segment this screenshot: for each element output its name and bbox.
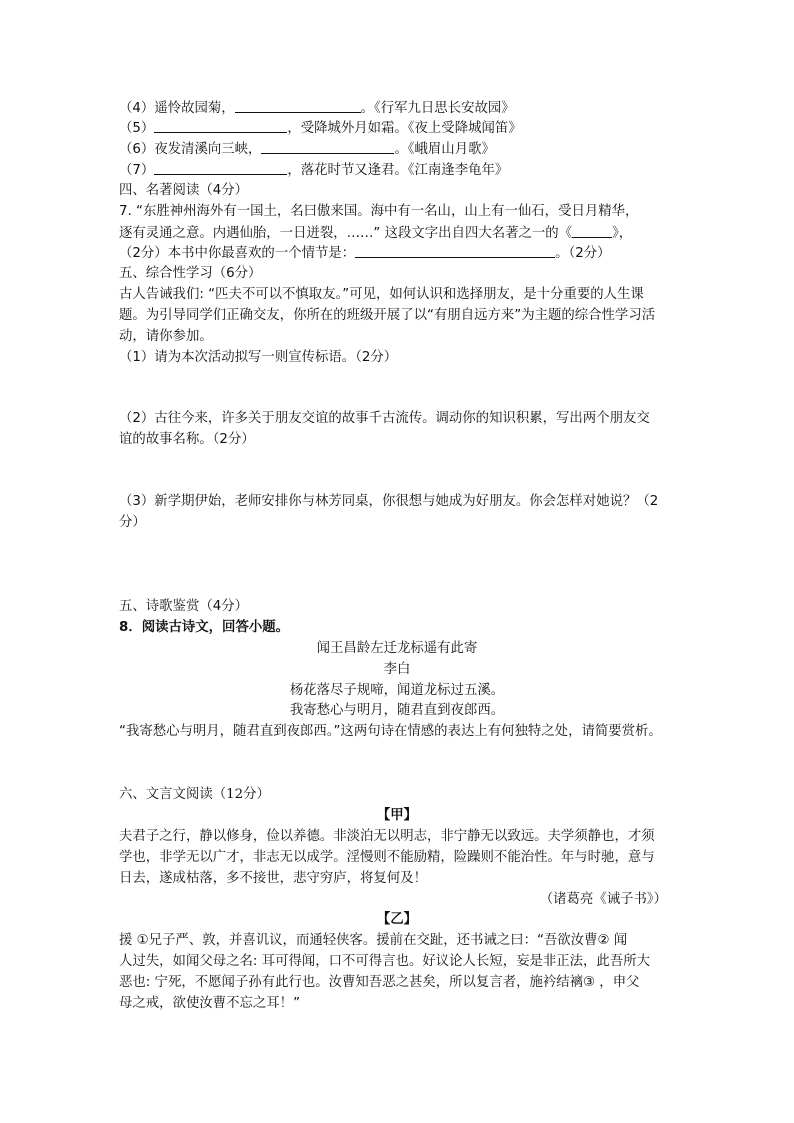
q7-line-2	[119, 224, 632, 243]
line-text: 逐有灵通之意。内遇仙胎，一日迸裂，……” 这段文字出自四大名著之一的《	[119, 226, 573, 241]
answer-blank[interactable]	[154, 119, 287, 133]
q7-line-1: 7. “东胜神州海外有一国土，名曰傲来国。海中有一名山，山上有一仙石，受日月精华，	[119, 204, 639, 219]
question-8: 8．阅读古诗文，回答小题。	[119, 620, 290, 635]
yi-line-2: 人过失，如闻父母之名: 耳可得闻，口不可得言也。好议论人长短，妄是非正法，此吾所大	[119, 954, 650, 969]
plot-answer-blank[interactable]	[355, 244, 555, 258]
section-heading-poetry: 五、诗歌鉴赏（4分）	[119, 599, 249, 614]
section-heading-classical: 六、文言文阅读（12分）	[119, 787, 270, 802]
passage-jia-title: 【甲】	[376, 808, 418, 823]
yi-line-4: 母之戒，欲使汝曹不忘之耳！”	[119, 996, 301, 1011]
answer-blank[interactable]	[154, 161, 287, 175]
item-number: （4）	[119, 101, 155, 116]
item-number: （7）	[119, 163, 155, 178]
answer-blank[interactable]	[261, 140, 394, 154]
sub-question-3-line-2: 分）	[119, 515, 146, 530]
fill-line-6	[119, 140, 495, 159]
poem-title: 闻王昌龄左迁龙标遥有此寄	[316, 641, 478, 656]
q7-line-3	[119, 244, 611, 263]
item-number: （5）	[119, 121, 155, 136]
line-text: ，受降城外月如霜。《夜上受降城闻笛》	[287, 121, 522, 136]
sub-question-2-line-2: 谊的故事名称。（2分）	[119, 432, 255, 447]
sub-question-2-line-1: （2）古往今来，许多关于朋友交谊的故事千古流传。调动你的知识积累，写出两个朋友交	[119, 411, 650, 426]
line-text: 。《行军九日思长安故园》	[360, 101, 515, 116]
answer-blank[interactable]	[235, 99, 361, 113]
line-text: 。《峨眉山月歌》	[394, 142, 495, 157]
poem-author: 李白	[383, 662, 411, 677]
jia-line-1: 夫君子之行，静以修身，俭以养德。非淡泊无以明志，非宁静无以致远。夫学须静也，才须	[119, 829, 655, 844]
book-title-blank[interactable]	[572, 224, 612, 238]
sub-question-3-line-1: （3）新学期伊始，老师安排你与林芳同桌，你很想与她成为好朋友。你会怎样对她说？（2	[119, 494, 659, 509]
jia-line-2: 学也，非学无以广才，非志无以成学。淫慢则不能励精，险躁则不能治性。年与时驰，意与	[119, 850, 655, 865]
line-text: 》，	[612, 226, 633, 241]
fill-line-4	[119, 99, 515, 118]
jia-line-3: 日去，遂成枯落，多不接世，悲守穷庐，将复何及！	[119, 871, 427, 886]
intro-line-3: 动，请你参加。	[119, 329, 213, 344]
yi-line-1: 援 ①兄子严、敦，并喜讥议，而通轻侠客。援前在交趾，还书诫之曰：“吾欲汝曹② 闻	[119, 933, 628, 948]
item-number: （6）	[119, 142, 155, 157]
intro-line-1: 古人告诫我们: “匹夫不可以不慎取友。”可见，如何认识和选择朋友，是十分重要的人生课	[119, 287, 644, 302]
line-text: （2分）本书中你最喜欢的一个情节是：	[119, 246, 356, 261]
section-heading-comprehensive: 五、综合性学习（6分）	[119, 266, 262, 281]
line-text: ，落花时节又逢君。《江南逢李龟年》	[287, 163, 509, 178]
line-text: 夜发清溪向三峡，	[154, 142, 262, 157]
fill-line-7	[119, 161, 508, 180]
poem-line-1: 杨花落尽子规啼，闻道龙标过五溪。	[289, 683, 505, 698]
poem-question: “我寄愁心与明月，随君直到夜郎西。”这两句诗在情感的表达上有何独特之处，请简要赏析。	[119, 724, 662, 739]
line-text: 遥怜故园菊，	[154, 101, 235, 116]
jia-source: （诸葛亮《诫子书》）	[539, 892, 667, 907]
intro-line-2: 题。为引导同学们正确交友，你所在的班级开展了以“有朋自远方来”为主题的综合性学习活	[119, 308, 656, 323]
passage-yi-title: 【乙】	[376, 912, 418, 927]
poem-line-2: 我寄愁心与明月，随君直到夜郎西。	[289, 703, 505, 718]
line-text: 。（2分）	[555, 246, 611, 261]
section-heading-classics: 四、名著阅读（4分）	[119, 183, 249, 198]
fill-line-5	[119, 119, 522, 138]
sub-question-1: （1）请为本次活动拟写一则宣传标语。（2分）	[119, 350, 398, 365]
yi-line-3: 恶也: 宁死，不愿闻子孙有此行也。汝曹知吾恶之甚矣，所以复言者，施衿结褵③ ，申父	[119, 975, 640, 990]
